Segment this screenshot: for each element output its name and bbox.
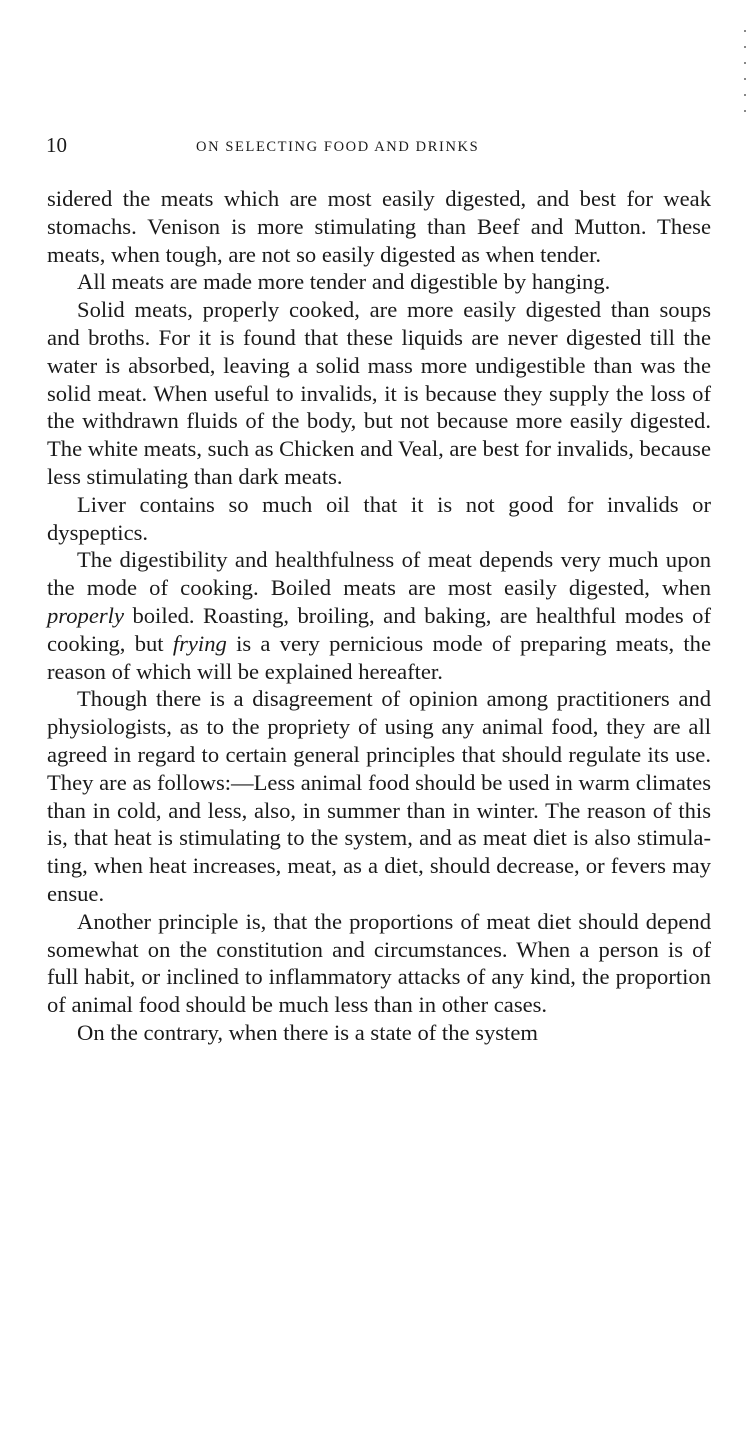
paragraph-1 <box>47 185 711 268</box>
paragraph-text: All meats are made more tender and digestible by hanging. <box>77 269 611 295</box>
paragraph-text: is a very pernicious mode of preparing meats, the reason of which will be explained hereafter. <box>47 630 712 684</box>
page-number: 10 <box>46 133 67 157</box>
paragraph-2 <box>47 268 711 296</box>
paragraph-6 <box>47 685 711 907</box>
paragraph-text: The digestibility and healthfulness of meat depends very much upon the mode of cooking. Boiled meats are most easily digested, when <box>47 547 711 601</box>
paragraph-4 <box>47 491 711 547</box>
paragraph-text: Another principle is, that the proportions of meat diet should depend somewhat on the constitution and circumstances. When a person is of full habit, or inclined to inflammatory attacks of any kind, the proportion of animal food should be much less than in other cases. <box>47 908 711 1018</box>
page-header <box>46 131 710 159</box>
paragraph-text: Solid meats, properly cooked, are more easily digested than soups and broths. For it is found that these liquids are never digested till the water is absorbed, leaving a solid mass more undigestible than was the solid meat. When useful to invalids, it is because they supply the loss of the withdrawn fluids of the body, but not because more easily digested. The white meats, such as Chicken and Veal, are best for invalids, because less stimulating than dark meats. <box>47 297 711 489</box>
paragraph-text: boiled. Roasting, broiling, and baking, are healthful modes of cooking, but <box>47 602 711 656</box>
paragraph-text: Though there is a disagreement of opinion among practitioners and physiologists, as to the propriety of using any animal food, they are all agreed in regard to certain general principles that should regulate its use. They are as follows:—Less animal food should be used in warm climates than in cold, and less, also, in summer than in winter. The reason of this is, that heat is stimulating to the system, and as meat diet is also stimulating, when heat increases, meat, as a diet, should decrease, or fevers may ensue. <box>47 686 711 906</box>
body-text <box>47 185 711 1047</box>
italic-frying: frying <box>172 630 227 656</box>
running-head: ON SELECTING FOOD AND DRINKS <box>196 139 480 155</box>
paragraph-3 <box>47 296 711 491</box>
paragraph-8 <box>47 1019 711 1047</box>
italic-properly: properly <box>47 602 124 628</box>
page-edge-marks <box>744 30 748 150</box>
paragraph-5 <box>47 546 711 685</box>
paragraph-7 <box>47 908 711 1019</box>
paragraph-text: sidered the meats which are most easily digested, and best for weak stomachs. Venison is more stimulating than Beef and Mutton. These meats, when tough, are not so easily digested as when tender. <box>47 186 711 267</box>
paragraph-text: On the contrary, when there is a state of the system <box>77 1019 538 1045</box>
paragraph-text: Liver contains so much oil that it is not good for invalids or dyspeptics. <box>47 491 711 545</box>
